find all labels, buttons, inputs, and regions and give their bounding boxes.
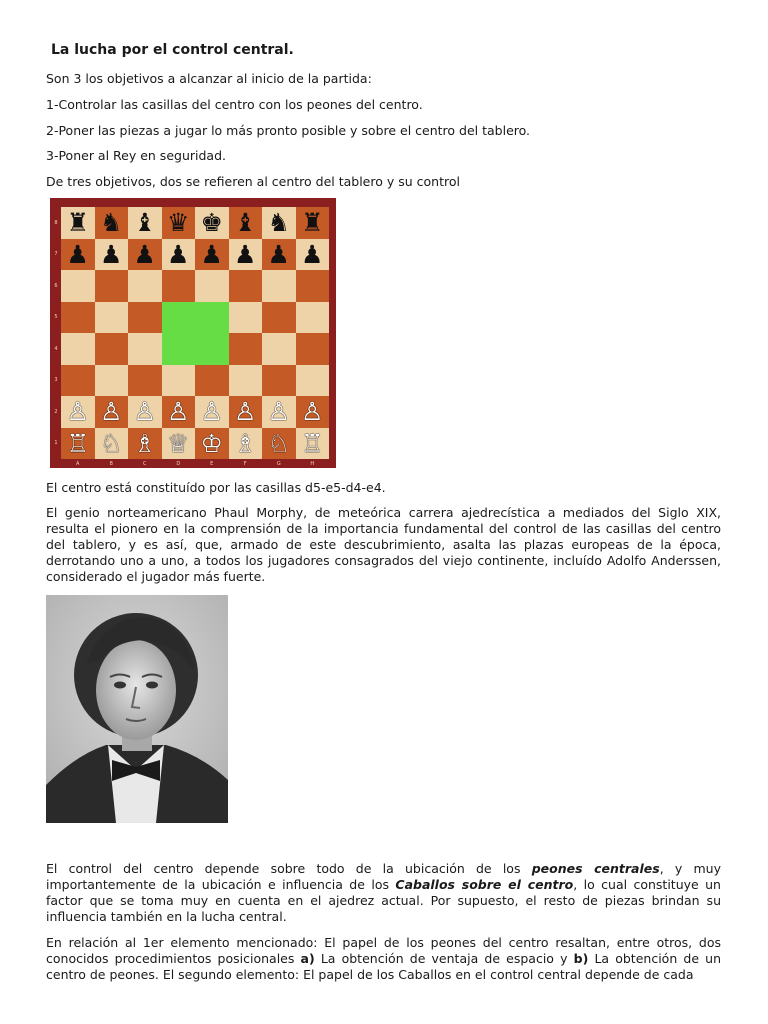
square-f8 (229, 207, 263, 239)
portrait-photo (46, 595, 228, 823)
square-e1 (195, 428, 229, 460)
chess-piece-b1: ♘ (100, 428, 123, 458)
square-a7 (61, 239, 95, 271)
square-c8 (128, 207, 162, 239)
morphy-paragraph: El genio norteamericano Phaul Morphy, de meteórica carrera ajedrecística a mediados del Siglo XIX, resulta el pionero en la comprensión de la importancia fundamental del control de las casillas del centro del tablero, y es así, que, armado de este descubrimiento, asalta las plazas europeas de la época, derrotando uno a uno, a todos los jugadores consagrados del viejo continente, incluído Adolfo Anderssen, considerado el jugador más fuerte. (46, 505, 721, 584)
summary-text: De tres objetivos, dos se refieren al centro del tablero y su control (46, 174, 460, 189)
rank-label: 1 (54, 440, 58, 447)
square-g7 (262, 239, 296, 271)
chess-board (54, 207, 329, 467)
square-f6 (229, 270, 263, 302)
square-e5 (195, 302, 229, 334)
square-d1 (162, 428, 196, 460)
square-a8 (61, 207, 95, 239)
square-d3 (162, 365, 196, 397)
chess-piece-a8: ♜ (66, 208, 89, 238)
file-label: D (176, 461, 181, 467)
square-b1 (95, 428, 129, 460)
square-a4 (61, 333, 95, 365)
chess-board-diagram (50, 198, 336, 468)
control-text-1: El control del centro depende sobre todo de la ubicación de los (46, 861, 532, 876)
square-d6 (162, 270, 196, 302)
rank-label: 5 (54, 314, 58, 321)
square-f5 (229, 302, 263, 334)
square-h6 (296, 270, 330, 302)
square-f1 (229, 428, 263, 460)
chess-piece-d2: ♙ (167, 397, 190, 427)
emphasis-knights-center: Caballos sobre el centro (395, 877, 574, 892)
square-c7 (128, 239, 162, 271)
square-a6 (61, 270, 95, 302)
chess-piece-g2: ♙ (267, 397, 290, 427)
relation-label-b: b) (573, 951, 589, 966)
square-c4 (128, 333, 162, 365)
rank-label: 4 (54, 345, 58, 352)
chess-piece-b8: ♞ (100, 208, 123, 238)
square-b3 (95, 365, 129, 397)
square-h2 (296, 396, 330, 428)
chess-piece-d7: ♟ (167, 239, 190, 269)
portrait-image (46, 595, 228, 823)
square-g6 (262, 270, 296, 302)
square-e3 (195, 365, 229, 397)
square-c1 (128, 428, 162, 460)
file-label: F (243, 461, 247, 467)
square-d7 (162, 239, 196, 271)
file-label: B (109, 461, 113, 467)
center-definition: El centro está constituído por las casillas d5-e5-d4-e4. (46, 480, 386, 495)
chess-piece-d1: ♕ (167, 428, 190, 458)
chess-piece-f7: ♟ (234, 239, 257, 269)
square-c5 (128, 302, 162, 334)
objective-2: 2-Poner las piezas a jugar lo más pronto posible y sobre el centro del tablero. (46, 123, 531, 138)
file-label: A (76, 461, 80, 467)
square-e6 (195, 270, 229, 302)
square-h5 (296, 302, 330, 334)
chess-piece-h2: ♙ (301, 397, 324, 427)
square-a1 (61, 428, 95, 460)
square-g3 (262, 365, 296, 397)
relation-paragraph (46, 935, 721, 983)
square-b4 (95, 333, 129, 365)
square-b6 (95, 270, 129, 302)
square-b2 (95, 396, 129, 428)
file-label: E (210, 461, 214, 467)
chess-piece-e2: ♙ (200, 397, 223, 427)
relation-text-3: La obtención de un centro de peones. El segundo elemento: El papel de los Caballos en el control central depende de cada (46, 951, 721, 982)
square-h1 (296, 428, 330, 460)
square-g8 (262, 207, 296, 239)
chess-piece-c2: ♙ (133, 397, 156, 427)
chess-piece-e7: ♟ (200, 239, 223, 269)
square-d5 (162, 302, 196, 334)
square-e8 (195, 207, 229, 239)
square-a5 (61, 302, 95, 334)
square-d8 (162, 207, 196, 239)
square-f7 (229, 239, 263, 271)
file-label: C (143, 461, 147, 467)
chess-piece-h1: ♖ (301, 428, 324, 458)
rank-label: 8 (54, 219, 58, 226)
relation-text-2: La obtención de ventaja de espacio y (314, 951, 574, 966)
square-a3 (61, 365, 95, 397)
square-c3 (128, 365, 162, 397)
square-d2 (162, 396, 196, 428)
square-g1 (262, 428, 296, 460)
file-label: H (310, 461, 315, 467)
square-d4 (162, 333, 196, 365)
chess-piece-a2: ♙ (66, 397, 89, 427)
chess-piece-d8: ♛ (167, 208, 190, 238)
square-e7 (195, 239, 229, 271)
square-b8 (95, 207, 129, 239)
square-h7 (296, 239, 330, 271)
relation-text-1: En relación al 1er elemento mencionado: El papel de los peones del centro resaltan, entre otros, dos conocidos procedimientos posicionales (46, 935, 721, 966)
chess-piece-f1: ♗ (234, 428, 257, 458)
objective-1: 1-Controlar las casillas del centro con los peones del centro. (46, 97, 423, 112)
square-b7 (95, 239, 129, 271)
chess-piece-b2: ♙ (100, 397, 123, 427)
objective-3: 3-Poner al Rey en seguridad. (46, 148, 226, 163)
control-text-2: , y muy importantemente de la ubicación e influencia de los (46, 861, 721, 892)
square-f3 (229, 365, 263, 397)
emphasis-central-pawns: peones centrales (531, 861, 660, 876)
square-g4 (262, 333, 296, 365)
chess-piece-f2: ♙ (234, 397, 257, 427)
chess-piece-a1: ♖ (66, 428, 89, 458)
center-control-paragraph (46, 861, 721, 925)
square-h3 (296, 365, 330, 397)
square-f2 (229, 396, 263, 428)
rank-label: 7 (54, 251, 58, 258)
square-e2 (195, 396, 229, 428)
square-h4 (296, 333, 330, 365)
intro-text: Son 3 los objetivos a alcanzar al inicio de la partida: (46, 71, 372, 86)
square-a2 (61, 396, 95, 428)
square-c6 (128, 270, 162, 302)
chess-piece-e8: ♚ (200, 208, 223, 238)
square-b5 (95, 302, 129, 334)
square-e4 (195, 333, 229, 365)
chess-piece-c8: ♝ (133, 208, 156, 238)
chess-piece-g8: ♞ (267, 208, 290, 238)
page-title: La lucha por el control central. (51, 42, 294, 58)
chess-piece-f8: ♝ (234, 208, 257, 238)
file-label: G (276, 461, 281, 467)
rank-label: 3 (54, 377, 58, 384)
square-g2 (262, 396, 296, 428)
rank-label: 2 (54, 408, 58, 415)
control-text-3: , lo cual constituye un factor que se toma muy en cuenta en el ajedrez actual. Por supuesto, el resto de piezas brindan su influencia también en la lucha central. (46, 877, 721, 924)
square-f4 (229, 333, 263, 365)
chess-piece-a7: ♟ (66, 239, 89, 269)
chess-piece-h7: ♟ (301, 239, 324, 269)
chess-piece-b7: ♟ (100, 239, 123, 269)
chess-piece-c1: ♗ (133, 428, 156, 458)
square-h8 (296, 207, 330, 239)
chess-piece-c7: ♟ (133, 239, 156, 269)
rank-label: 6 (54, 282, 58, 289)
chess-piece-g1: ♘ (267, 428, 290, 458)
relation-label-a: a) (300, 951, 315, 966)
chess-piece-h8: ♜ (301, 208, 324, 238)
square-c2 (128, 396, 162, 428)
chess-piece-e1: ♔ (200, 428, 223, 458)
square-g5 (262, 302, 296, 334)
chess-piece-g7: ♟ (267, 239, 290, 269)
